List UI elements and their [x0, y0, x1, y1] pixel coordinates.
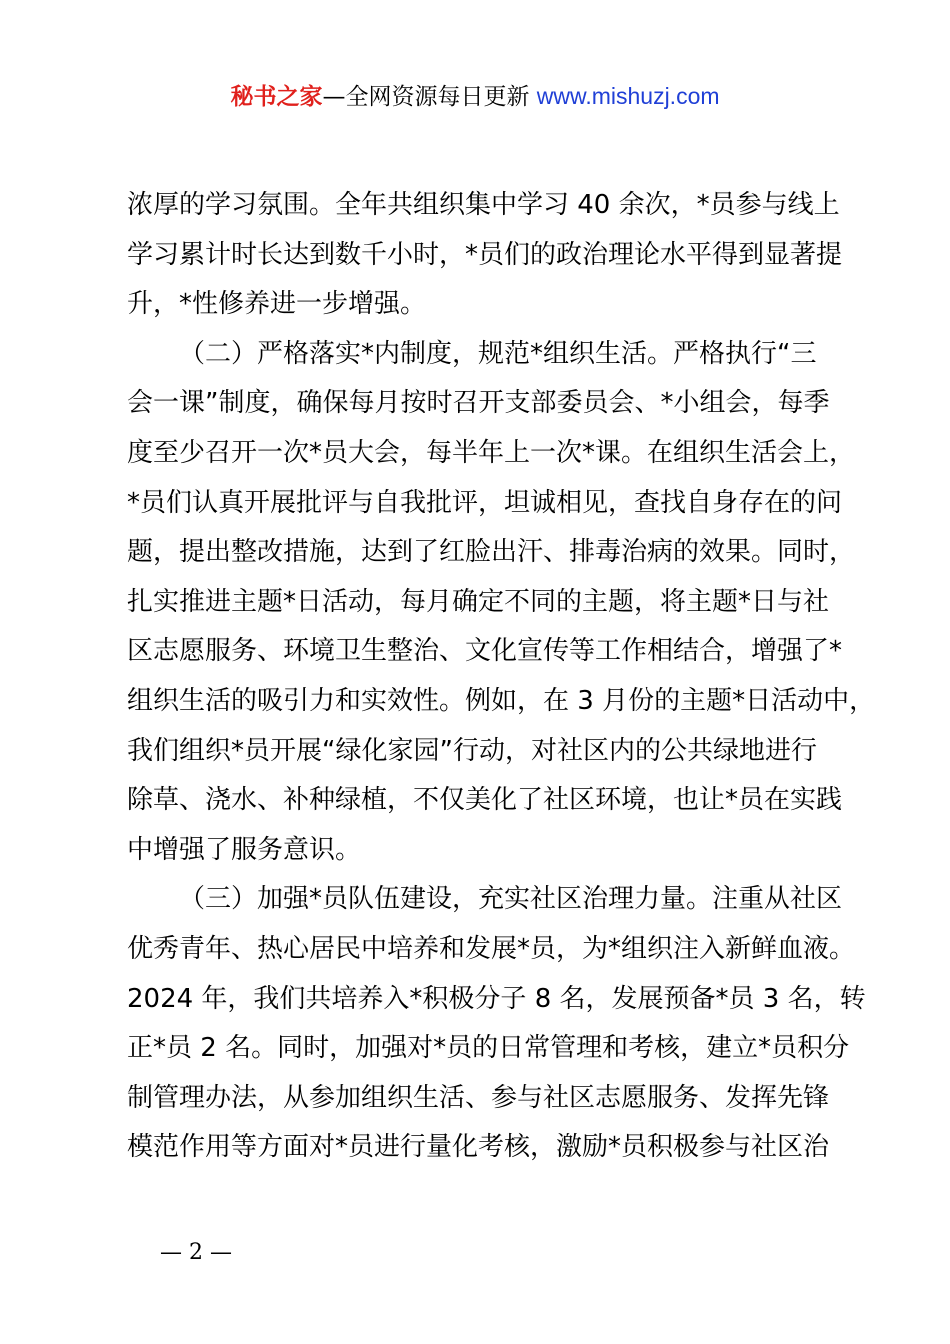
body-line: 制管理办法，从参加组织生活、参与社区志愿服务、发挥先锋 [127, 1082, 830, 1113]
body-line: 模范作用等方面对*员进行量化考核，激励*员积极参与社区治 [127, 1132, 830, 1163]
body-line: 题，提出整改措施，达到了红脸出汗、排毒治病的效果。同时， [127, 537, 856, 568]
section-heading-line: （二）严格落实*内制度，规范*组织生活。严格执行“三 [179, 338, 817, 369]
section-heading-line: （三）加强*员队伍建设，充实社区治理力量。注重从社区 [179, 884, 843, 915]
body-line: 学习累计时长达到数千小时，*员们的政治理论水平得到显著提 [127, 239, 843, 270]
body-line: 扎实推进主题*日活动，每月确定不同的主题，将主题*日与社 [127, 586, 830, 617]
site-brand: 秘书之家 [230, 84, 323, 110]
document-body [127, 181, 876, 1173]
body-line: 度至少召开一次*员大会，每半年上一次*课。在组织生活会上， [127, 437, 856, 468]
body-line: 会一课”制度，确保每月按时召开支部委员会、*小组会，每季 [127, 388, 830, 419]
body-line: 优秀青年、热心居民中培养和发展*员，为*组织注入新鲜血液。 [127, 933, 856, 964]
body-line: 升，*性修养进一步增强。 [127, 289, 427, 320]
body-line: 中增强了服务意识。 [127, 834, 362, 865]
body-line: 除草、浇水、补种绿植，不仅美化了社区环境，也让*员在实践 [127, 785, 843, 816]
body-line: 浓厚的学习氛围。全年共组织集中学习 40 余次，*员参与线上 [127, 190, 840, 220]
body-line: *员们认真开展批评与自我批评，坦诚相见，查找自身存在的问 [127, 487, 843, 518]
body-line: 正*员 2 名。同时，加强对*员的日常管理和考核，建立*员积分 [127, 1033, 850, 1064]
site-banner [0, 80, 950, 113]
page-number: — 2 — [160, 1240, 232, 1265]
site-url-link[interactable]: www.mishuzj.com [536, 83, 720, 109]
banner-dash: — [322, 84, 346, 110]
body-line: 组织生活的吸引力和实效性。例如，在 3 月份的主题*日活动中， [127, 685, 876, 716]
site-tagline: 全网资源每日更新 [345, 84, 530, 110]
body-line: 2024 年，我们共培养入*积极分子 8 名，发展预备*员 3 名，转 [127, 983, 866, 1014]
body-line: 我们组织*员开展“绿化家园”行动，对社区内的公共绿地进行 [127, 735, 817, 766]
body-line: 区志愿服务、环境卫生整治、文化宣传等工作相结合，增强了* [127, 636, 843, 667]
